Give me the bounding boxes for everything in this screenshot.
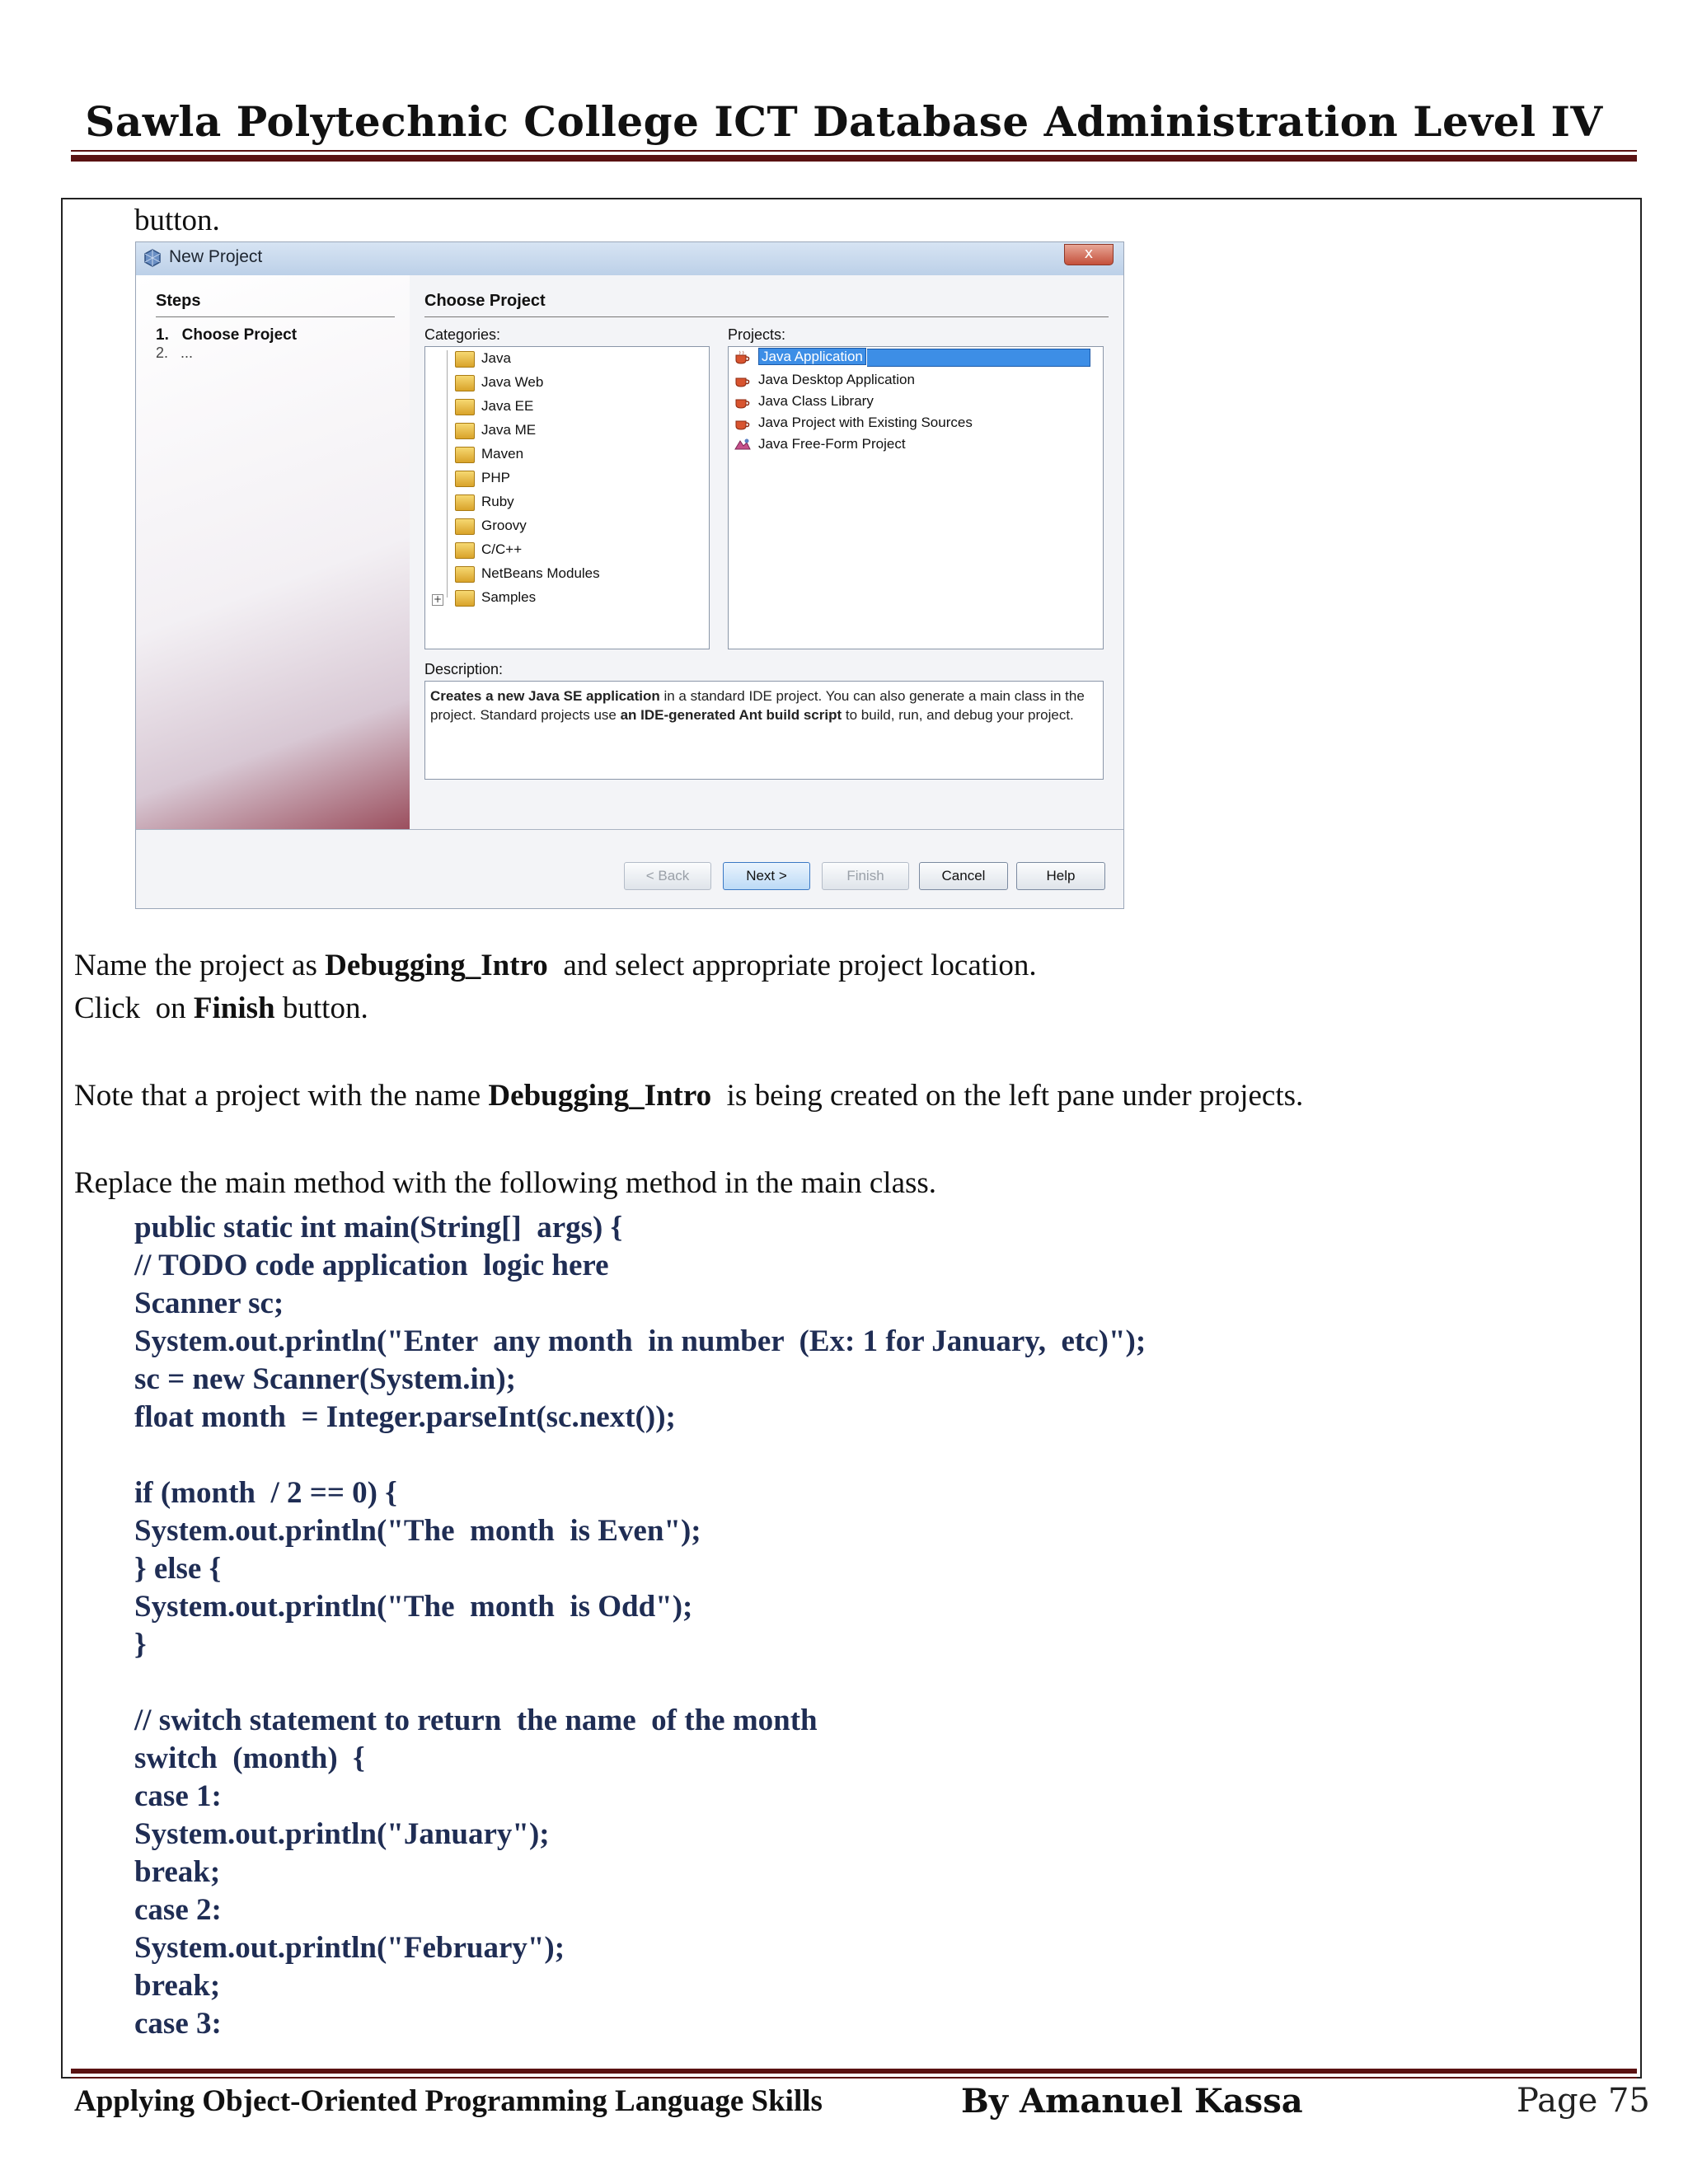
finish-button[interactable]: Finish [822, 862, 909, 890]
category-ruby[interactable]: Ruby [455, 494, 514, 515]
code-line: case 1: [134, 1779, 222, 1813]
category-java-me[interactable]: Java ME [455, 422, 536, 443]
expand-icon[interactable]: + [433, 593, 443, 605]
category-c-cpp[interactable]: C/C++ [455, 541, 522, 563]
folder-icon [455, 542, 475, 559]
code-line: System.out.println("The month is Even"); [134, 1514, 701, 1548]
dialog-title: New Project [169, 247, 263, 266]
category-netbeans-modules[interactable]: NetBeans Modules [455, 565, 600, 587]
folder-icon [455, 375, 475, 391]
steps-divider [156, 316, 395, 317]
code-line: break; [134, 1969, 221, 2003]
netbeans-icon [143, 248, 162, 268]
footer-author: By Amanuel Kassa [961, 2082, 1303, 2121]
close-button[interactable]: x [1064, 244, 1114, 265]
footer-rule-thick [71, 2069, 1637, 2074]
project-java-class-library[interactable]: Java Class Library [734, 393, 874, 415]
footer-page-number: Page 75 [1517, 2082, 1650, 2120]
folder-icon [455, 399, 475, 415]
code-line: System.out.println("The month is Odd"); [134, 1590, 693, 1624]
projects-list[interactable] [728, 346, 1104, 649]
project-java-desktop-application[interactable]: Java Desktop Application [734, 372, 915, 393]
category-groovy[interactable]: Groovy [455, 518, 527, 539]
free-form-project-icon [734, 438, 752, 452]
intro-fragment: button. [134, 204, 220, 237]
paragraph-click-finish: Click on Finish button. [74, 991, 368, 1025]
java-cup-icon [734, 395, 752, 410]
folder-icon [455, 423, 475, 439]
folder-icon [455, 351, 475, 368]
code-line: System.out.println("Enter any month in number (Ex: 1 for January, etc)"); [134, 1324, 1146, 1358]
step-1: 1. Choose Project [156, 326, 298, 344]
code-line: // TODO code application logic here [134, 1249, 609, 1282]
next-button[interactable]: Next > [723, 862, 810, 890]
java-cup-icon [734, 373, 752, 388]
categories-label: Categories: [424, 326, 501, 343]
code-line: case 2: [134, 1893, 222, 1927]
java-cup-icon [734, 350, 752, 365]
category-php[interactable]: PHP [455, 470, 510, 491]
category-samples[interactable]: Samples [455, 589, 536, 611]
code-line: switch (month) { [134, 1741, 365, 1775]
folder-icon [455, 590, 475, 607]
category-maven[interactable]: Maven [455, 446, 523, 467]
description-text-2: to build, run, and debug your project. [842, 707, 1074, 723]
code-line: if (month / 2 == 0) { [134, 1476, 397, 1510]
code-line: break; [134, 1855, 221, 1889]
code-line: System.out.println("January"); [134, 1817, 550, 1851]
description-box [424, 681, 1104, 780]
folder-icon [455, 494, 475, 511]
code-line: System.out.println("February"); [134, 1931, 565, 1965]
code-line: } else { [134, 1552, 222, 1586]
project-java-existing-sources[interactable]: Java Project with Existing Sources [734, 415, 973, 436]
category-java[interactable]: Java [455, 350, 511, 372]
code-line: // switch statement to return the name of the month [134, 1704, 818, 1737]
page-header-title: Sawla Polytechnic College ICT Database Administration Level IV [85, 97, 1603, 146]
footer-rule-thin [71, 2077, 1637, 2079]
description-bold-2: an IDE-generated Ant build script [620, 707, 842, 723]
paragraph-name-project: Name the project as Debugging_Intro and select appropriate project location. [74, 949, 1037, 982]
dialog-titlebar [136, 242, 1124, 275]
folder-icon [455, 566, 475, 583]
projects-label: Projects: [728, 326, 786, 343]
code-line: Scanner sc; [134, 1286, 284, 1320]
choose-project-heading: Choose Project [424, 292, 546, 310]
code-line: public static int main(String[] args) { [134, 1211, 623, 1244]
help-button[interactable]: Help [1016, 862, 1105, 890]
code-line: case 3: [134, 2007, 222, 2041]
folder-icon [455, 471, 475, 487]
categories-list[interactable] [424, 346, 710, 649]
tree-guide-line [447, 350, 448, 598]
footer-course-title: Applying Object-Oriented Programming Language Skills [74, 2084, 823, 2118]
step-2: 2. ... [156, 344, 194, 361]
category-java-web[interactable]: Java Web [455, 374, 543, 396]
back-button[interactable]: < Back [624, 862, 711, 890]
code-line: sc = new Scanner(System.in); [134, 1362, 516, 1396]
paragraph-note: Note that a project with the name Debugging_Intro is being created on the left pane under projects. [74, 1079, 1304, 1113]
button-bar-divider [136, 829, 1124, 830]
folder-icon [455, 518, 475, 535]
paragraph-replace-main: Replace the main method with the following method in the main class. [74, 1166, 937, 1200]
code-line: float month = Integer.parseInt(sc.next()); [134, 1400, 676, 1434]
header-rule-thin [71, 150, 1637, 152]
new-project-dialog [135, 241, 1124, 909]
cancel-button[interactable]: Cancel [919, 862, 1008, 890]
code-line: } [134, 1628, 147, 1661]
header-rule-thick [71, 155, 1637, 162]
choose-project-divider [424, 316, 1109, 317]
steps-heading: Steps [156, 292, 201, 310]
description-bold-1: Creates a new Java SE application [430, 688, 660, 704]
folder-icon [455, 447, 475, 463]
description-text-1: in a standard IDE project. You can also generate a main class in the project. Standard projects use [430, 688, 1085, 723]
description-label: Description: [424, 661, 504, 677]
category-java-ee[interactable]: Java EE [455, 398, 533, 419]
project-java-free-form[interactable]: Java Free-Form Project [734, 436, 906, 457]
java-cup-icon [734, 416, 752, 431]
project-java-application[interactable]: Java Application [734, 349, 1090, 370]
selection-highlight [867, 349, 1090, 367]
